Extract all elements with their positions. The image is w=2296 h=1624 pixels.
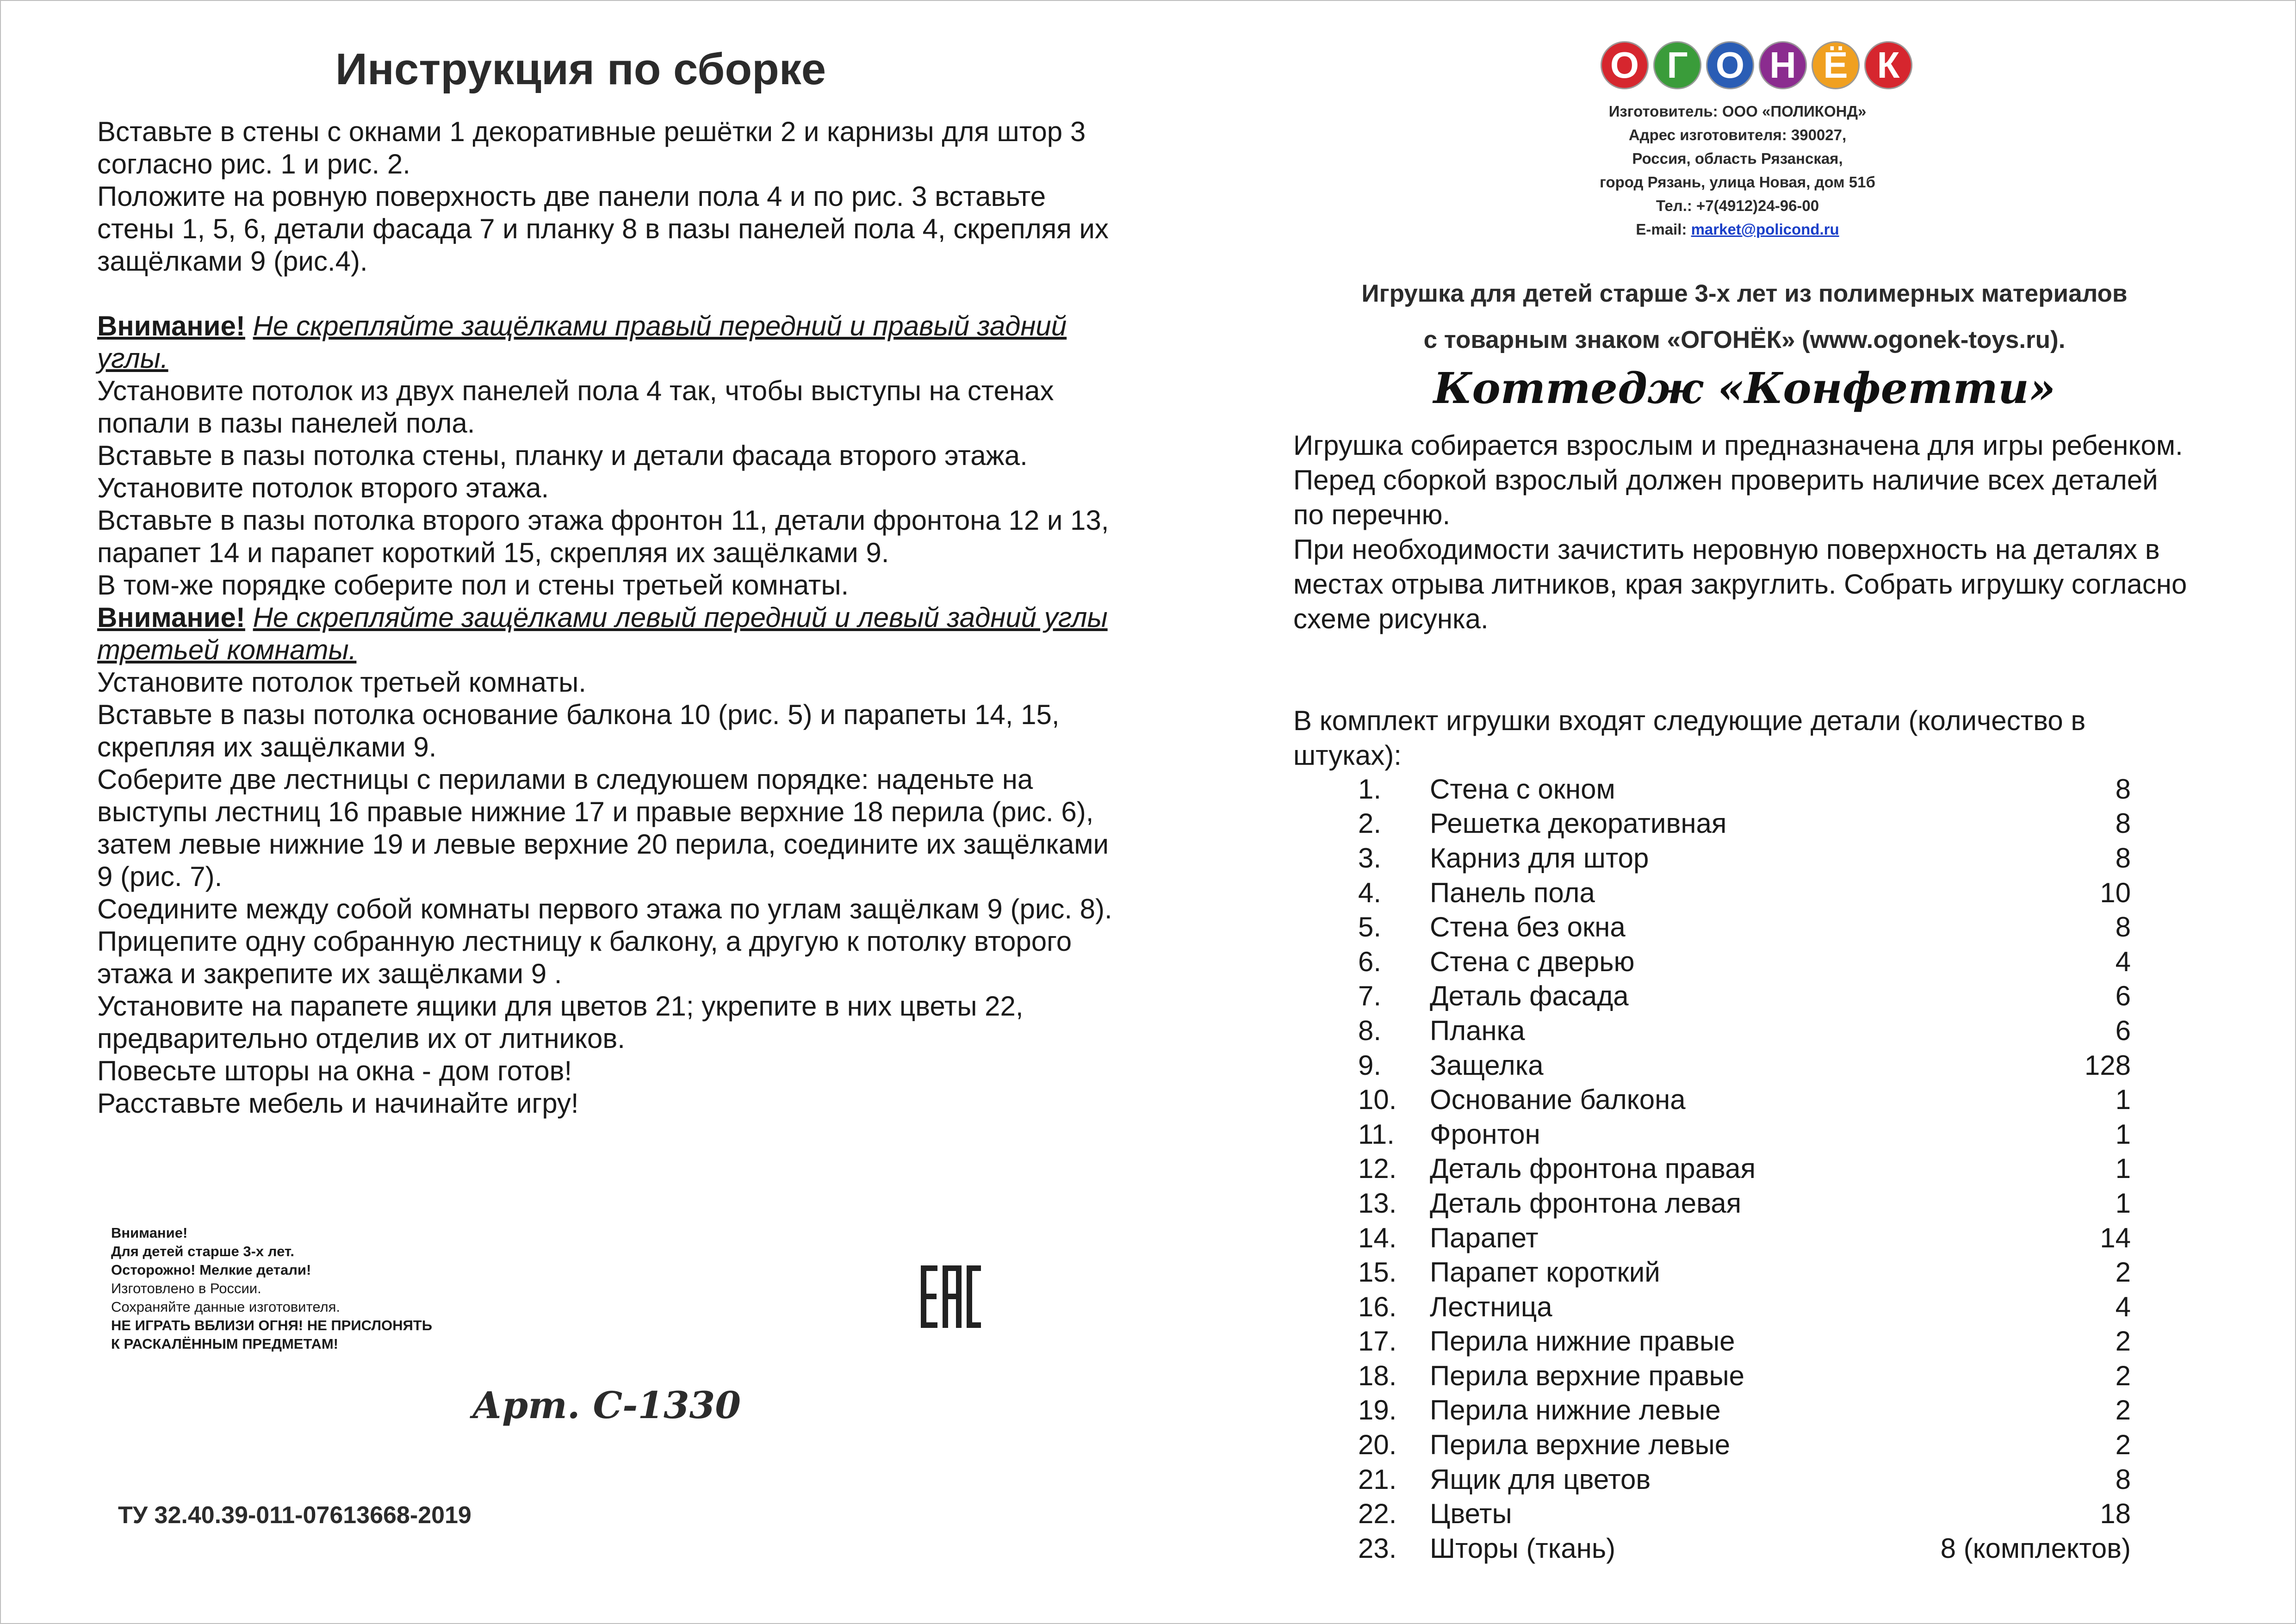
intro-paragraph: Перед сборкой взрослый должен проверить наличие всех деталей по перечню. [1293,465,2158,530]
safety-line: Внимание! [111,1225,188,1241]
part-row [1358,1082,2131,1117]
part-row [1358,1531,2131,1566]
maker-line: Тел.: +7(4912)24-96-00 [1656,197,1819,214]
safety-line: НЕ ИГРАТЬ ВБЛИЗИ ОГНЯ! НЕ ПРИСЛОНЯТЬ [111,1317,432,1333]
instruction-paragraph: Установите на парапете ящики для цветов 21; укрепите в них цветы 22, предварительно отделив их от литников. [97,991,1024,1054]
part-quantity: 14 [2100,1222,2131,1253]
part-name: Стена с окном [1430,773,1615,805]
product-tagline [1212,271,2277,363]
safety-line: К РАСКАЛЁННЫМ ПРЕДМЕТАМ! [111,1336,338,1352]
intro-paragraph: При необходимости зачистить неровную поверхность на деталях в местах отрыва литников, края закруглить. Собрать игрушку согласно схеме рисунка. [1293,534,2187,634]
logo-letter: Ё [1810,39,1862,91]
part-quantity: 2 [2115,1360,2131,1391]
part-row [1358,772,2131,806]
part-name: Защелка [1430,1049,1544,1081]
part-quantity: 4 [2115,946,2131,977]
part-number: 2. [1358,808,1382,839]
instruction-paragraph: Вставьте в пазы потолка второго этажа фронтон 11, детали фронтона 12 и 13, парапет 14 и парапет короткий 15, скрепляя их защёлками 9. [97,505,1109,568]
part-name: Перила верхние правые [1430,1360,1744,1391]
instruction-paragraph: Положите на ровную поверхность две панели пола 4 и по рис. 3 вставьте стены 1, 5, 6, детали фасада 7 и планку 8 в пазы панелей пола 4, скрепляя их защёлками 9 (рис.4). [97,181,1109,277]
part-name: Парапет короткий [1430,1257,1660,1288]
part-quantity: 18 [2100,1498,2131,1530]
part-number: 8. [1358,1015,1382,1046]
part-number: 20. [1358,1429,1397,1461]
part-name: Решетка декоративная [1430,808,1727,839]
part-name: Перила нижние правые [1430,1326,1735,1357]
email-line [1527,217,1948,241]
part-row [1358,979,2131,1014]
part-name: Деталь фронтона левая [1430,1187,1742,1219]
part-row [1358,1289,2131,1324]
part-name: Стена без окна [1430,911,1626,943]
maker-line: Россия, область Рязанская, [1632,150,1843,167]
part-row [1358,1324,2131,1359]
part-number: 22. [1358,1498,1397,1530]
instruction-paragraph: В том-же порядке соберите пол и стены третьей комнаты. [97,570,849,601]
part-number: 3. [1358,842,1382,874]
instruction-paragraph: Расставьте мебель и начинайте игру! [97,1088,579,1119]
parts-list [1358,772,2131,1566]
safety-warning [111,1224,527,1353]
tagline-line: с товарным знаком «ОГОНЁК» (www.ogonek-toys.ru). [1423,326,2066,353]
instructions-text [97,116,1115,1120]
instruction-paragraph: Установите потолок второго этажа. [97,472,549,503]
logo-letter: Г [1651,39,1703,91]
part-number: 17. [1358,1326,1397,1357]
part-quantity: 2 [2115,1257,2131,1288]
warning-text: Не скрепляйте защёлками левый передний и левый задний углы третьей комнаты. [97,602,1108,665]
logo-letter: Н [1757,39,1809,91]
part-quantity: 1 [2115,1153,2131,1184]
part-row [1358,1255,2131,1289]
warning-paragraph [97,601,1115,666]
part-row [1358,1221,2131,1255]
part-number: 11. [1358,1118,1395,1150]
part-row [1358,1117,2131,1152]
part-number: 7. [1358,980,1382,1012]
part-name: Карниз для штор [1430,842,1649,874]
part-number: 18. [1358,1360,1397,1391]
part-name: Цветы [1430,1498,1512,1530]
part-quantity: 1 [2115,1187,2131,1219]
part-number: 19. [1358,1395,1397,1426]
instruction-paragraph: Установите потолок из двух панелей пола 4 так, чтобы выступы на стенах попали в пазы панелей пола. [97,375,1054,439]
part-row [1358,1152,2131,1186]
part-quantity: 2 [2115,1326,2131,1357]
part-row [1358,910,2131,944]
maker-line: Изготовитель: ООО «ПОЛИКОНД» [1608,103,1867,120]
logo-letter: О [1704,39,1756,91]
email-link[interactable]: market@policond.ru [1691,221,1839,238]
part-name: Планка [1430,1015,1525,1046]
warning-label: Внимание! [97,602,245,633]
part-row [1358,875,2131,910]
part-row [1358,1358,2131,1393]
part-name: Перила нижние левые [1430,1395,1721,1426]
instruction-paragraph: Вставьте в пазы потолка стены, планку и детали фасада второго этажа. [97,440,1028,471]
part-number: 16. [1358,1291,1397,1322]
part-number: 15. [1358,1257,1397,1288]
article-number: Арт. С-1330 [472,1383,741,1427]
part-quantity: 8 [2115,808,2131,839]
safety-line: Сохраняйте данные изготовителя. [111,1299,341,1315]
part-name: Парапет [1430,1222,1539,1253]
part-name: Деталь фронтона правая [1430,1153,1756,1184]
intro-text [1293,428,2196,636]
part-row [1358,1048,2131,1083]
part-number: 12. [1358,1153,1397,1184]
part-quantity: 6 [2115,1015,2131,1046]
email-label: E-mail: [1636,221,1691,238]
part-name: Деталь фасада [1430,980,1629,1012]
part-quantity: 6 [2115,980,2131,1012]
intro-paragraph: Игрушка собирается взрослым и предназначена для игры ребенком. [1293,430,2183,461]
part-row [1358,1427,2131,1462]
brand-logo [1599,39,1914,91]
part-name: Лестница [1430,1291,1552,1322]
part-number: 5. [1358,911,1382,943]
part-number: 4. [1358,877,1382,908]
part-number: 21. [1358,1463,1397,1495]
part-quantity: 1 [2115,1118,2131,1150]
part-quantity: 10 [2100,877,2131,908]
part-quantity: 8 [2115,1463,2131,1495]
part-name: Шторы (ткань) [1430,1532,1616,1564]
part-number: 1. [1358,773,1382,805]
part-name: Стена с дверью [1430,946,1635,977]
product-title: Коттедж «Конфетти» [1433,363,2056,413]
part-row [1358,944,2131,979]
part-quantity: 8 (комплектов) [1940,1532,2131,1564]
instruction-paragraph: Установите потолок третьей комнаты. [97,667,586,698]
part-name: Ящик для цветов [1430,1463,1651,1495]
part-quantity: 2 [2115,1429,2131,1461]
part-name: Панель пола [1430,877,1595,908]
instructions-title: Инструкция по сборке [335,44,826,94]
part-name: Перила верхние левые [1430,1429,1731,1461]
part-row [1358,1462,2131,1497]
part-quantity: 8 [2115,842,2131,874]
parts-list-header: В комплект игрушки входят следующие детали (количество в штуках): [1293,705,2086,771]
part-name: Основание балкона [1430,1084,1686,1116]
maker-line: Адрес изготовителя: 390027, [1628,126,1847,143]
part-quantity: 8 [2115,773,2131,805]
instruction-paragraph: Прицепите одну собранную лестницу к балкону, а другую к потолку второго этажа и закрепите их защёлками 9 . [97,926,1072,989]
part-quantity: 8 [2115,911,2131,943]
part-row [1358,1393,2131,1428]
tagline-line: Игрушка для детей старше 3-х лет из полимерных материалов [1361,280,2128,307]
instruction-paragraph: Вставьте в стены с окнами 1 декоративные решётки 2 и карнизы для штор 3 согласно рис. 1 и рис. 2. [97,116,1086,180]
safety-line: Для детей старше 3-х лет. [111,1243,294,1259]
manufacturer-info [1527,99,1948,241]
warning-text: Не скрепляйте защёлками правый передний и правый задний углы. [97,310,1067,374]
logo-letter: К [1862,39,1914,91]
part-row [1358,1496,2131,1531]
instruction-paragraph: Соедините между собой комнаты первого этажа по углам защёлкам 9 (рис. 8). [97,893,1112,924]
instruction-paragraph: Соберите две лестницы с перилами в следуюшем порядке: наденьте на выступы лестниц 16 правые нижние 17 и правые верхние 18 перила (рис. 6), затем левые нижние 19 и левые верхние 20 перила, соедините их защёлками 9 (рис. 7). [97,764,1109,892]
maker-line: город Рязань, улица Новая, дом 51б [1600,174,1875,191]
logo-letter: О [1599,39,1651,91]
part-name: Фронтон [1430,1118,1540,1150]
part-number: 6. [1358,946,1382,977]
part-quantity: 128 [2084,1049,2131,1081]
part-row [1358,806,2131,841]
instruction-paragraph: Вставьте в пазы потолка основание балкона 10 (рис. 5) и парапеты 14, 15, скрепляя их защёлками 9. [97,699,1060,762]
safety-line: Изготовлено в России. [111,1280,261,1296]
paragraph-gap [97,278,1115,310]
part-quantity: 4 [2115,1291,2131,1322]
part-row [1358,1186,2131,1221]
part-quantity: 2 [2115,1395,2131,1426]
part-number: 10. [1358,1084,1397,1116]
part-number: 13. [1358,1187,1397,1219]
part-row [1358,1013,2131,1048]
part-number: 9. [1358,1049,1382,1081]
part-number: 23. [1358,1532,1397,1564]
tech-spec-number: ТУ 32.40.39-011-07613668-2019 [118,1502,472,1529]
part-quantity: 1 [2115,1084,2131,1116]
part-number: 14. [1358,1222,1397,1253]
instruction-paragraph: Повесьте шторы на окна - дом готов! [97,1055,572,1086]
warning-paragraph [97,310,1115,375]
eac-mark-icon [921,1265,981,1328]
warning-label: Внимание! [97,310,245,341]
safety-line: Осторожно! Мелкие детали! [111,1262,311,1278]
part-row [1358,841,2131,875]
